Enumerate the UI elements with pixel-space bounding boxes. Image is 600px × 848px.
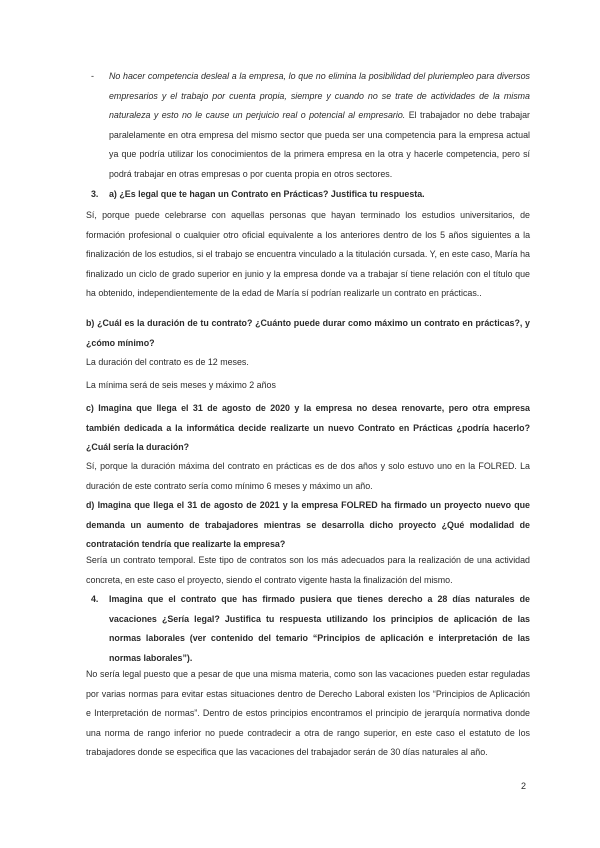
q3b-answer-1: La duración del contrato es de 12 meses.	[86, 357, 249, 367]
bullet-marker: -	[91, 71, 94, 81]
page-number: 2	[521, 781, 527, 791]
q3b-question: b) ¿Cuál es la duración de tu contrato? ¿Cuánto puede durar como máximo un contrato en prácticas?, y ¿cómo mínimo?	[86, 318, 530, 348]
q4-question: Imagina que el contrato que has firmado pusiera que tienes derecho a 28 días naturales de vacaciones ¿Sería legal? Justifica tu respuesta utilizando los principios de aplicación de las normas laborales (ver contenido del temario “Principios de aplicación e interpretación de las normas laborales”).	[109, 594, 530, 663]
q3c-question: c) Imagina que llega el 31 de agosto de 2020 y la empresa no desea renovarte, pero otra empresa también dedicada a la informática decide realizarte un nuevo Contrato en Prácticas ¿podría hacerlo? ¿Cuál sería la duración?	[86, 403, 530, 453]
q3b-answer-2: La mínima será de seis meses y máximo 2 años	[86, 380, 276, 390]
q3c-answer: Sí, porque la duración máxima del contrato en prácticas es de dos años y solo estuvo uno en la FOLRED. La duración de este contrato sería como mínimo 6 meses y máximo un año.	[86, 461, 530, 491]
q3d-answer: Sería un contrato temporal. Este tipo de contratos son los más adecuados para la realización de una actividad concreta, en este caso el proyecto, siendo el contrato vigente hasta la finalización del mismo.	[86, 555, 530, 585]
q3a-question: a) ¿Es legal que te hagan un Contrato en Prácticas? Justifica tu respuesta.	[109, 189, 425, 199]
q3a-answer: Sí, porque puede celebrarse con aquellas personas que hayan terminado los estudios universitarios, de formación profesional o cualquier otro oficial equivalente a los anteriores dentro de los 5 años siguientes a la finalización de los estudios, si el trabajo se encuentra vinculado a la titulación cursada. Y, en este caso, María ha finalizado un ciclo de grado superior en junio y la empresa donde va a trabajar sí tiene relación con el título que ha obtenido, independientemente de la edad de María sí podrían realizarle un contrato en prácticas..	[86, 210, 530, 299]
bullet-paragraph	[109, 67, 530, 185]
bullet-italic-text: No hacer competencia desleal a la empresa, lo que no elimina la posibilidad del pluriempleo para diversos empresarios y el trabajo por cuenta propia, siempre y cuando no se trate de actividades de la misma naturaleza y esto no le cause un perjuicio real o potencial al empresario.	[109, 71, 530, 121]
bullet-normal-text: El trabajador no debe trabajar paralelamente en otra empresa del mismo sector que pueda ser una competencia para la empresa actual ya que podría utilizar los conocimientos de la primera empresa en la otra y hacerle competencia, pero sí podrá trabajar en otras empresas o por cuenta propia en otros sectores.	[109, 110, 530, 179]
q4-number: 4.	[91, 594, 99, 604]
q3d-question: d) Imagina que llega el 31 de agosto de 2021 y la empresa FOLRED ha firmado un proyecto nuevo que demanda un aumento de trabajadores mientras se desarrolla dicho proyecto ¿Qué modalidad de contratación tendría que realizarte la empresa?	[86, 500, 530, 550]
q3-number: 3.	[91, 189, 99, 199]
q4-answer: No sería legal puesto que a pesar de que una misma materia, como son las vacaciones pueden estar reguladas por varias normas para evitar estas situaciones dentro de Derecho Laboral existen los “Principios de Aplicación e Interpretación de normas”. Dentro de estos principios encontramos el principio de jerarquía normativa donde una norma de rango inferior no puede contradecir a otra de rango superior, en este caso el estatuto de los trabajadores donde se especifica que las vacaciones del trabajador serán de 30 días naturales al año.	[86, 669, 530, 758]
